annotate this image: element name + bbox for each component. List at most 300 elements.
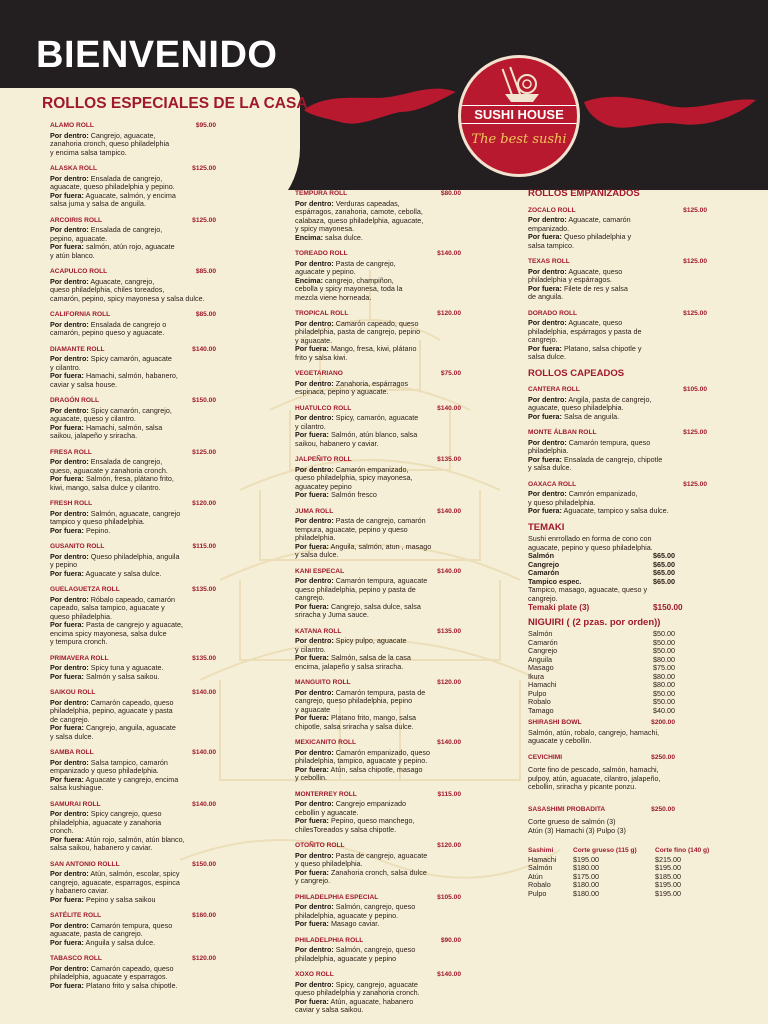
item-line-label: Por dentro: xyxy=(528,215,567,224)
item-header xyxy=(50,543,222,552)
item-line-text: philadelphia y espárragos. xyxy=(528,275,612,284)
item-header xyxy=(50,346,222,355)
item-line-label: Por fuera: xyxy=(295,996,329,1006)
item-line-text: camarón, pepino, spicy mayonesa y salsa dulce. xyxy=(50,293,205,303)
item-line xyxy=(528,507,713,516)
item-line xyxy=(295,955,467,964)
item-line-label: Por fuera: xyxy=(528,506,562,515)
item-line-label: Por dentro: xyxy=(528,266,567,276)
item-price: $120.00 xyxy=(437,310,461,317)
item-line-text: queso, aguacate y zanahoria cronch. xyxy=(50,465,168,475)
table-row xyxy=(528,873,713,882)
sushi-house-logo xyxy=(458,55,580,177)
item-line-text: Platano, salsa chipotle y xyxy=(561,343,642,353)
item-line xyxy=(50,939,222,948)
temaki-plate-name: Temaki plate (3) xyxy=(528,603,590,612)
item-line-label: Por dentro: xyxy=(295,945,334,954)
item-line-text: caviar y salsa saikou. xyxy=(295,1005,364,1014)
item-line-text: Pasta de cangrejo, xyxy=(333,258,396,268)
item-price: $125.00 xyxy=(683,258,707,265)
item-name: VEGETARIANO xyxy=(295,370,343,377)
item-line-text: y queso philadelphia. xyxy=(528,497,596,507)
item-line-text: Filete de res y salsa xyxy=(561,283,628,293)
item-line-text: zanahoria cronch, queso philadelphia xyxy=(50,139,170,148)
item-line-text: encima spicy mayonesa, salsa dulce xyxy=(50,628,167,638)
item-header xyxy=(50,217,222,226)
item-line-text: Ensalada de cangrejo, chipotle xyxy=(561,454,663,464)
menu-item xyxy=(295,310,467,362)
page-title: BIENVENIDO xyxy=(36,34,278,76)
item-header xyxy=(295,405,467,414)
item-line-text: y cangrejo. xyxy=(295,876,331,885)
item-line-text: Salmón fresco xyxy=(328,490,377,499)
item-price: $250.00 xyxy=(651,753,675,761)
menu-item xyxy=(295,842,467,886)
item-line: Salmón, atún, robalo, cangrejo, hamachi, xyxy=(528,727,660,737)
item-line-label: Por dentro: xyxy=(295,258,334,268)
item-line-label: Por fuera: xyxy=(50,723,84,732)
table-cell: Pulpo xyxy=(528,888,547,898)
item-line-text: y encima salsa tampico. xyxy=(50,147,127,157)
item-line-text: Zanahoria cronch, salsa dulce xyxy=(328,867,427,877)
niguiri-price: $50.00 xyxy=(653,697,675,706)
left-brush-stroke-icon xyxy=(300,82,460,132)
item-line xyxy=(50,673,222,682)
item-line-text: Spicy, cangrejo, aguacate xyxy=(333,979,418,989)
item-price: $125.00 xyxy=(192,216,216,224)
niguiri-row xyxy=(528,664,713,673)
item-name: MONTE ÁLBAN ROLL xyxy=(528,429,597,436)
item-header xyxy=(295,568,467,577)
item-line-label: Por dentro: xyxy=(50,757,89,767)
item-header xyxy=(528,386,713,395)
item-line-text: Spicy tuna y aguacate. xyxy=(88,663,164,672)
item-line-text: aguacate, pasta de cangrejo. xyxy=(50,929,143,938)
item-line xyxy=(295,1006,467,1015)
item-price: $95.00 xyxy=(195,122,216,129)
item-header xyxy=(295,937,467,946)
item-line-label: Por dentro: xyxy=(295,799,334,808)
menu-item xyxy=(295,370,467,397)
item-header xyxy=(50,500,222,509)
menu-item xyxy=(295,739,467,783)
item-line-label: Por dentro: xyxy=(50,809,89,818)
niguiri-row xyxy=(528,698,713,707)
item-line-text: Camarón capeado, queso xyxy=(88,963,174,973)
item-line-label: Por dentro: xyxy=(50,508,89,518)
item-name: CANTERA ROLL xyxy=(528,386,580,393)
item-header xyxy=(50,397,222,406)
item-name: MANGUITO ROLL xyxy=(295,679,351,686)
item-line-label: Por dentro: xyxy=(50,457,89,466)
item-price: $125.00 xyxy=(683,309,707,317)
niguiri-name: Hamachi xyxy=(528,680,557,689)
temaki-name: Camarón xyxy=(528,568,560,577)
item-line-label: Por dentro: xyxy=(295,318,334,328)
table-cell: Salmón xyxy=(528,863,553,872)
item-name: MONTERREY ROLL xyxy=(295,790,357,798)
item-line-label: Por fuera: xyxy=(50,371,84,380)
item-line-text: Ensalada de cangrejo, xyxy=(88,173,163,183)
column-especiales-1 xyxy=(50,122,222,998)
item-line-text: chilesToreados y salsa chipotle. xyxy=(295,824,397,834)
item-line-text: cangrejo, aguacate, esparragos, espinca xyxy=(50,877,180,887)
item-line-label: Por dentro: xyxy=(50,963,89,973)
item-line xyxy=(50,432,222,441)
header-cell: Corte grueso (115 g) xyxy=(573,847,637,854)
item-price: $140.00 xyxy=(437,250,461,257)
menu-item xyxy=(50,311,222,338)
item-line-text: de anguila. xyxy=(528,292,564,301)
item-line-text: Camarón tempura, aguacate xyxy=(333,576,428,585)
item-line-label: Por fuera: xyxy=(50,671,84,681)
item-line-text: queso philadelphia y zanahoria cronch. xyxy=(295,988,420,997)
table-row xyxy=(528,856,713,865)
item-line-text: Atún, salsa chipotle, masago xyxy=(328,764,423,774)
item-line-text: y queso philadelphia. xyxy=(295,859,363,868)
item-line-text: Hamachi, salmón, habanero, xyxy=(83,371,178,380)
menu-item xyxy=(50,749,222,793)
section-title-niguiri: NIGUIRI ( (2 pzas. por orden)) xyxy=(528,616,661,628)
item-line xyxy=(50,295,222,304)
item-line: pulpoy, atún, aguacate, cilantro, jalapeño, xyxy=(528,773,661,783)
niguiri-name: Pulpo xyxy=(528,688,547,698)
item-line-text: philadelphia, aguacate y zanahoria xyxy=(50,817,162,827)
item-line-label: Por dentro: xyxy=(528,318,567,327)
item-name: ZOCALO ROLL xyxy=(528,206,576,214)
item-line-text: cangrejo. xyxy=(295,593,325,602)
niguiri-row xyxy=(528,681,713,690)
niguiri-name: Ikura xyxy=(528,671,544,681)
item-line xyxy=(528,464,713,473)
item-line-label: Encima: xyxy=(295,275,323,285)
item-line-text: Spicy pulpo, aguacate xyxy=(333,636,407,645)
item-line-text: Mango, fresa, kiwi, plátano xyxy=(328,344,417,353)
temaki-price: $65.00 xyxy=(653,568,675,577)
menu-item xyxy=(295,894,467,929)
item-line-text: queso philadelphia. xyxy=(50,611,112,621)
item-line xyxy=(295,826,467,835)
item-price: $140.00 xyxy=(437,404,461,412)
table-row xyxy=(528,890,713,899)
item-line-text: Pasta de cangrejo y aguacate, xyxy=(83,620,184,629)
item-line-text: y aguacate. xyxy=(295,335,333,345)
item-line-label: Por dentro: xyxy=(50,869,89,878)
item-name: DORADO ROLL xyxy=(528,309,578,317)
item-line-label: Por dentro: xyxy=(295,516,334,525)
item-line-text: camarón, pepino queso y aguacate. xyxy=(50,328,165,337)
item-line-text: philadelphia, aguacate y esparragos. xyxy=(50,972,168,981)
item-line-label: Por fuera: xyxy=(528,411,562,421)
item-line-text: salsa dulce. xyxy=(322,232,363,242)
item-line-text: mezcla viene horneada. xyxy=(295,292,372,302)
item-line-text: y salsa dulce. xyxy=(295,550,339,559)
item-line-text: y pepino xyxy=(50,560,78,569)
item-line-text: Salmón y salsa saikou. xyxy=(83,671,160,681)
menu-item xyxy=(528,429,713,473)
item-name: CEVICHIMI xyxy=(528,753,563,761)
item-line xyxy=(50,784,222,793)
menu-item xyxy=(50,122,222,157)
header-cell: Corte fino (140 g) xyxy=(655,847,710,854)
menu-item xyxy=(295,508,467,560)
item-line-text: Camarón empanizado, queso xyxy=(333,747,431,757)
item-line-text: philadelphia, tampico, aguacate y pepino. xyxy=(295,756,428,765)
menu-item xyxy=(50,586,222,647)
niguiri-row xyxy=(528,656,713,665)
item-line-text: Camarón capeado, queso xyxy=(333,318,419,328)
item-line-text: Spicy cangrejo, queso xyxy=(88,809,162,818)
item-line xyxy=(295,877,467,886)
item-name: MEXICANITO ROLL xyxy=(295,739,357,746)
item-line-text: philadelphia, aguacate y pepino xyxy=(295,953,397,963)
item-price: $115.00 xyxy=(192,543,216,550)
item-line xyxy=(50,149,222,158)
item-price: $120.00 xyxy=(192,955,216,962)
item-line-text: frito y salsa kiwi. xyxy=(295,352,348,362)
table-row xyxy=(528,881,713,890)
item-line-text: Salsa de anguila. xyxy=(561,411,620,421)
item-header xyxy=(528,310,713,319)
item-line-label: Por dentro: xyxy=(295,747,334,757)
item-line-text: y cilantro. xyxy=(295,421,326,431)
item-line-text: Aguacate, queso xyxy=(566,266,623,276)
item-line-label: Por fuera: xyxy=(50,568,84,578)
item-line-text: y cilantro. xyxy=(50,362,81,372)
menu-item xyxy=(528,207,713,251)
item-price: $135.00 xyxy=(437,456,461,463)
menu-item xyxy=(50,861,222,905)
table-cell: $195.00 xyxy=(655,888,681,898)
item-line xyxy=(295,774,467,783)
item-line-text: Verduras capeadas, xyxy=(333,198,400,208)
item-name: PHILADELPHIA ROLL xyxy=(295,936,364,944)
item-line xyxy=(295,723,467,732)
item-line-text: empanizado. xyxy=(528,223,570,233)
item-line-label: Por dentro: xyxy=(295,198,334,208)
menu-item xyxy=(50,449,222,493)
item-header xyxy=(295,894,467,903)
niguiri-price: $50.00 xyxy=(653,688,675,698)
table-cell: $180.00 xyxy=(573,880,599,889)
item-line-text: Camrón empanizado, xyxy=(566,489,638,498)
item-line-text: Queso philadelphia y xyxy=(561,232,632,241)
niguiri-price: $75.00 xyxy=(653,663,675,672)
item-line-text: Anguila y salsa dulce. xyxy=(83,937,156,947)
item-line-text: y tempura cronch. xyxy=(50,637,108,646)
item-price: $120.00 xyxy=(437,842,461,849)
item-line-text: Spicy camarón, aguacate xyxy=(88,354,172,363)
item-name: HUATULCO ROLL xyxy=(295,404,352,412)
item-line-text: calabaza, queso philadelphia, aguacate, xyxy=(295,215,424,225)
column-especiales-2 xyxy=(295,190,467,1023)
item-name: SHIRASHI BOWL xyxy=(528,719,582,726)
niguiri-price: $50.00 xyxy=(653,629,675,638)
niguiri-price: $50.00 xyxy=(653,646,675,655)
item-price: $135.00 xyxy=(437,627,461,635)
niguiri-row xyxy=(528,647,713,656)
item-line xyxy=(50,844,222,853)
item-line xyxy=(50,527,222,536)
item-name: PRIMAVERA ROLL xyxy=(50,654,109,662)
item-line xyxy=(50,896,222,905)
table-cell: $195.00 xyxy=(573,854,599,864)
item-price: $120.00 xyxy=(192,500,216,507)
item-line-text: Platano frito y salsa chipotle. xyxy=(83,980,178,990)
item-line-label: Por fuera: xyxy=(528,454,562,464)
item-line-text: empanizado y queso philadelphia. xyxy=(50,766,159,775)
item-line-text: queso philadelphia, spicy mayonesa, xyxy=(295,473,413,482)
menu-item xyxy=(50,655,222,682)
item-line-label: Por dentro: xyxy=(50,663,89,672)
item-line-text: Ensalada de cangrejo o xyxy=(88,319,167,329)
item-line-text: de cangrejo. xyxy=(50,714,90,724)
item-header xyxy=(528,429,713,438)
item-header xyxy=(295,679,467,688)
item-line-text: philadelphia, espárragos y pasta de xyxy=(528,326,642,336)
item-name: ALAMO ROLL xyxy=(50,122,94,129)
item-line-label: Por dentro: xyxy=(295,576,334,585)
list-capeados xyxy=(528,386,713,516)
item-line-text: y aguacate xyxy=(295,704,331,714)
item-name: GUELAGUETZA ROLL xyxy=(50,586,120,593)
item-line-text: philadelphia, pepino, aguacate y pasta xyxy=(50,706,173,715)
logo-tagline: The best sushi xyxy=(471,132,567,147)
item-line-label: Por dentro: xyxy=(50,276,89,286)
item-line-text: Salmón, cangrejo, queso xyxy=(333,902,416,911)
item-line-label: Por fuera: xyxy=(50,190,84,200)
item-line-label: Por dentro: xyxy=(295,687,334,697)
item-line-label: Por fuera: xyxy=(50,525,84,535)
item-line-label: Por dentro: xyxy=(528,437,567,447)
item-line-text: Camarón tempura, queso xyxy=(566,437,651,447)
sashimi-table-body xyxy=(528,856,713,899)
item-line-label: Por fuera: xyxy=(50,242,84,251)
item-price: $85.00 xyxy=(195,311,216,318)
niguiri-price: $80.00 xyxy=(653,671,675,681)
item-line-label: Por dentro: xyxy=(295,902,334,911)
list-niguiri xyxy=(528,630,713,715)
menu-item xyxy=(50,689,222,741)
item-name: FRESH ROLL xyxy=(50,500,93,507)
item-line-label: Por fuera: xyxy=(295,541,329,551)
item-header xyxy=(295,628,467,637)
item-line-text: y atún blanco. xyxy=(50,250,95,260)
item-line-text: cangrejo. xyxy=(528,335,558,344)
item-line-label: Por fuera: xyxy=(295,344,329,353)
item-line-text: philadelphia, aguacate y pepino. xyxy=(295,910,399,920)
item-line xyxy=(295,354,467,363)
item-line-label: Por dentro: xyxy=(295,378,334,388)
sashimi-table xyxy=(528,847,713,898)
item-line-label: Por fuera: xyxy=(295,816,329,825)
menu-item xyxy=(50,217,222,261)
item-line-text: kiwi, mango, salsa dulce y cilantro. xyxy=(50,482,161,492)
item-line xyxy=(50,982,222,991)
item-line xyxy=(50,381,222,390)
item-line-label: Por dentro: xyxy=(50,225,89,234)
table-cell: $180.00 xyxy=(573,888,599,898)
temaki-desc-1: Sushi enrrollado en forma de cono con xyxy=(528,534,652,543)
item-line-text: cangrejo, queso philadelphia, pepino xyxy=(295,696,413,705)
menu-item xyxy=(528,386,713,421)
menu-item xyxy=(295,791,467,835)
item-header xyxy=(295,842,467,851)
item-line-text: salsa saikou, habanero y caviar. xyxy=(50,843,153,852)
item-name: SAMBA ROLL xyxy=(50,749,94,756)
table-cell: $175.00 xyxy=(573,871,599,881)
item-line-text: y habanero caviar. xyxy=(50,886,109,895)
item-header xyxy=(50,801,222,810)
item-name: FRESA ROLL xyxy=(50,448,92,456)
item-line-text: Pepino. xyxy=(83,525,111,535)
niguiri-row xyxy=(528,690,713,699)
item-line-text: cangrejo, champiñon, xyxy=(322,275,394,285)
list-empanizados xyxy=(528,207,713,362)
item-header xyxy=(295,791,467,800)
item-header xyxy=(50,122,222,131)
item-line-text: Ensalada de cangrejo, xyxy=(88,225,163,234)
item-price: $140.00 xyxy=(192,345,216,353)
temaki-plate xyxy=(528,604,713,613)
item-name: GUSANITO ROLL xyxy=(50,543,105,550)
table-cell: Atún xyxy=(528,871,543,881)
item-name: OTOÑITO ROLL xyxy=(295,842,345,849)
item-line-label: Por dentro: xyxy=(50,697,89,707)
niguiri-name: Salmón xyxy=(528,629,553,638)
item-line-label: Por dentro: xyxy=(295,979,334,989)
item-line: Corte fino de pescado, salmón, hamachi, xyxy=(528,765,659,774)
menu-item xyxy=(528,481,713,516)
item-header xyxy=(50,586,222,595)
item-line-text: aguacate, queso y cilantro. xyxy=(50,414,136,423)
niguiri-name: Masago xyxy=(528,663,554,672)
item-header xyxy=(528,207,713,216)
niguiri-name: Anguila xyxy=(528,654,552,664)
item-price: $140.00 xyxy=(437,971,461,978)
temaki-price: $65.00 xyxy=(653,576,675,586)
item-line-label: Por dentro: xyxy=(528,489,567,498)
item-header xyxy=(50,311,222,320)
temaki-note-2: cangrejo. xyxy=(528,593,558,603)
item-line xyxy=(50,638,222,647)
item-line-label: Por fuera: xyxy=(295,919,329,928)
item-line xyxy=(50,484,222,493)
item-line-text: cebollin y aguacate. xyxy=(295,807,359,817)
item-line xyxy=(528,353,713,362)
item-header xyxy=(50,861,222,870)
item-line xyxy=(528,242,713,251)
item-name: SAMURAI ROLL xyxy=(50,800,101,808)
item-line-text: Queso philadelphia, anguila xyxy=(88,551,180,561)
item-line-label: Por fuera: xyxy=(295,867,329,877)
item-line-text: aguacatey pepino xyxy=(295,481,352,491)
item-line: aguacate y cebollin. xyxy=(528,736,592,745)
table-cell: Robalo xyxy=(528,880,551,889)
item-line-text: Salsa tampico, camarón xyxy=(88,757,168,767)
item-line-text: saikou, jalapeño y sriracha. xyxy=(50,431,138,440)
item-line-text: Anguila, salmón, atun , masago xyxy=(328,541,432,551)
item-name: TROPICAL ROLL xyxy=(295,310,349,317)
menu-item-sasashimi xyxy=(528,806,713,836)
item-line-label: Por fuera: xyxy=(50,834,84,844)
item-price: $105.00 xyxy=(437,893,461,901)
item-line-text: Platano frito, mango, salsa xyxy=(328,713,417,722)
item-header xyxy=(50,655,222,664)
item-header xyxy=(50,749,222,758)
item-line-text: Salmón, cangrejo, queso xyxy=(333,945,416,954)
menu-item xyxy=(295,937,467,964)
